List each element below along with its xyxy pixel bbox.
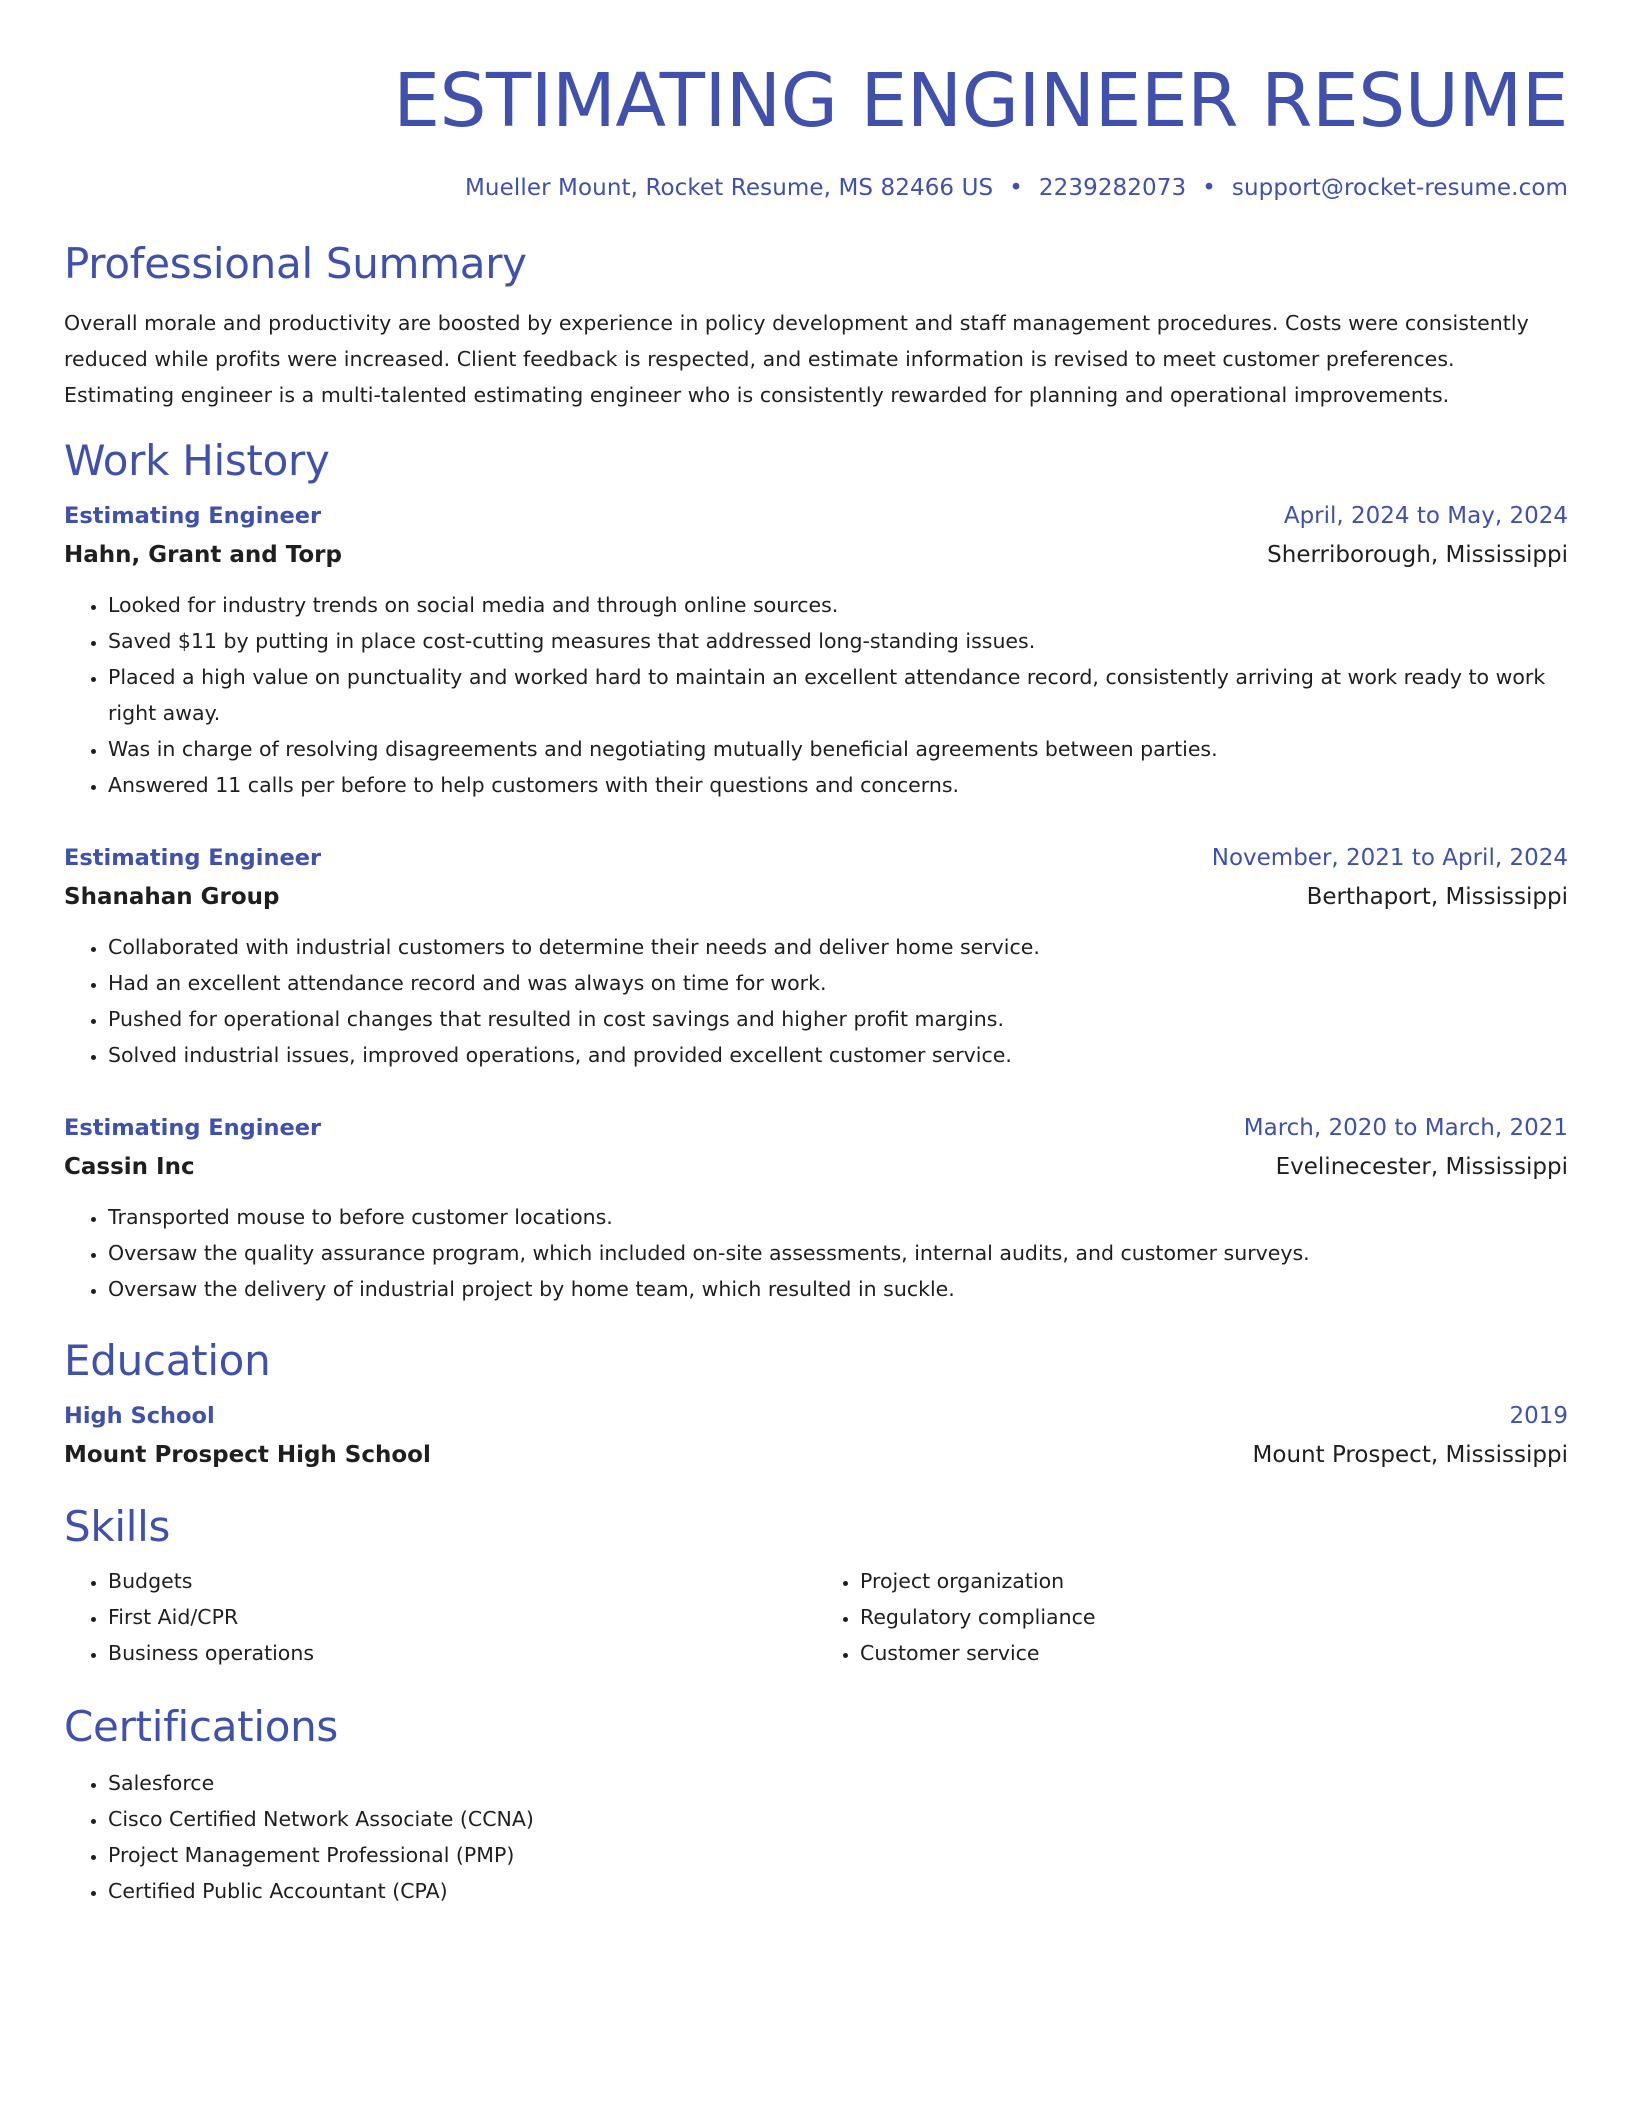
job-dates: March, 2020 to March, 2021 xyxy=(1243,1115,1568,1141)
job-location: Evelinecester, Mississippi xyxy=(1275,1154,1568,1180)
job-dates: April, 2024 to May, 2024 xyxy=(1283,503,1568,529)
contact-separator: • xyxy=(1009,175,1023,201)
job-title: Estimating Engineer xyxy=(64,845,322,871)
contact-email[interactable]: support@rocket-resume.com xyxy=(1231,175,1568,201)
contact-line xyxy=(64,172,1568,204)
job-bullet: • Oversaw the quality assurance program, which included on-site assessments, internal audits, and customer surveys. xyxy=(108,1235,1568,1271)
certification-item: • Salesforce xyxy=(108,1765,1568,1801)
education-header xyxy=(64,1397,1568,1435)
job-bullet: • Placed a high value on punctuality and worked hard to maintain an excellent attendance record, consistently arriving at work ready to work right away. xyxy=(108,659,1568,731)
job-bullets xyxy=(64,1199,1568,1307)
job-bullets xyxy=(64,929,1568,1073)
education-school: Mount Prospect High School xyxy=(64,1442,431,1468)
contact-separator: • xyxy=(1202,175,1216,201)
job-bullet: • Answered 11 calls per before to help customers with their questions and concerns. xyxy=(108,767,1568,803)
job-subheader xyxy=(64,1147,1568,1187)
section-heading-skills: Skills xyxy=(64,1502,171,1551)
job-bullet: • Oversaw the delivery of industrial project by home team, which resulted in suckle. xyxy=(108,1271,1568,1307)
contact-address: Mueller Mount, Rocket Resume, MS 82466 US xyxy=(464,175,994,201)
job-entry xyxy=(64,1109,1568,1307)
section-heading-education: Education xyxy=(64,1336,271,1385)
education-degree: High School xyxy=(64,1403,215,1429)
job-title: Estimating Engineer xyxy=(64,1115,322,1141)
job-header xyxy=(64,839,1568,877)
job-entry xyxy=(64,839,1568,1073)
job-bullet: • Solved industrial issues, improved operations, and provided excellent customer service. xyxy=(108,1037,1568,1073)
job-bullet: • Pushed for operational changes that resulted in cost savings and higher profit margins. xyxy=(108,1001,1568,1037)
job-subheader xyxy=(64,535,1568,575)
job-title: Estimating Engineer xyxy=(64,503,322,529)
job-bullet: • Looked for industry trends on social media and through online sources. xyxy=(108,587,1568,623)
education-year: 2019 xyxy=(1509,1403,1568,1429)
education-location: Mount Prospect, Mississippi xyxy=(1252,1442,1568,1468)
skill-item: • First Aid/CPR xyxy=(108,1599,816,1635)
skill-item: • Customer service xyxy=(860,1635,1568,1671)
job-bullets xyxy=(64,587,1568,803)
skill-item: • Budgets xyxy=(108,1563,816,1599)
job-entry xyxy=(64,497,1568,803)
section-heading-summary: Professional Summary xyxy=(64,239,527,288)
certification-item: • Cisco Certified Network Associate (CCNA) xyxy=(108,1801,1568,1837)
education-subheader xyxy=(64,1435,1568,1475)
job-bullet: • Had an excellent attendance record and was always on time for work. xyxy=(108,965,1568,1001)
job-company: Cassin Inc xyxy=(64,1154,195,1180)
skills-list-right xyxy=(816,1563,1568,1671)
skill-item: • Project organization xyxy=(860,1563,1568,1599)
skill-item: • Regulatory compliance xyxy=(860,1599,1568,1635)
job-company: Hahn, Grant and Torp xyxy=(64,542,342,568)
skills-list-left xyxy=(64,1563,816,1671)
resume-title: ESTIMATING ENGINEER RESUME xyxy=(393,58,1568,144)
section-heading-certifications: Certifications xyxy=(64,1702,338,1751)
certification-item: • Certified Public Accountant (CPA) xyxy=(108,1873,1568,1909)
job-company: Shanahan Group xyxy=(64,884,280,910)
skill-item: • Business operations xyxy=(108,1635,816,1671)
certification-item: • Project Management Professional (PMP) xyxy=(108,1837,1568,1873)
resume-page xyxy=(64,0,1568,1909)
job-bullet: • Transported mouse to before customer locations. xyxy=(108,1199,1568,1235)
skills-columns xyxy=(64,1563,1568,1671)
certifications-list xyxy=(64,1765,1568,1909)
job-bullet: • Saved $11 by putting in place cost-cutting measures that addressed long-standing issues. xyxy=(108,623,1568,659)
contact-phone: 2239282073 xyxy=(1038,175,1187,201)
job-dates: November, 2021 to April, 2024 xyxy=(1211,845,1568,871)
job-header xyxy=(64,497,1568,535)
education-entry xyxy=(64,1397,1568,1475)
section-heading-work: Work History xyxy=(64,436,330,485)
job-bullet: • Collaborated with industrial customers to determine their needs and deliver home service. xyxy=(108,929,1568,965)
job-header xyxy=(64,1109,1568,1147)
job-location: Berthaport, Mississippi xyxy=(1306,884,1568,910)
job-location: Sherriborough, Mississippi xyxy=(1267,542,1568,568)
summary-text: Overall morale and productivity are boosted by experience in policy development and staff management procedures. Costs were consistently reduced while profits were increased. Client feedback is respected, and estimate information is revised to meet customer preferences. Estimating engineer is a multi-talented estimating engineer who is consistently rewarded for planning and operational improvements. xyxy=(64,311,1529,407)
job-subheader xyxy=(64,877,1568,917)
job-bullet: • Was in charge of resolving disagreements and negotiating mutually beneficial agreements between parties. xyxy=(108,731,1568,767)
